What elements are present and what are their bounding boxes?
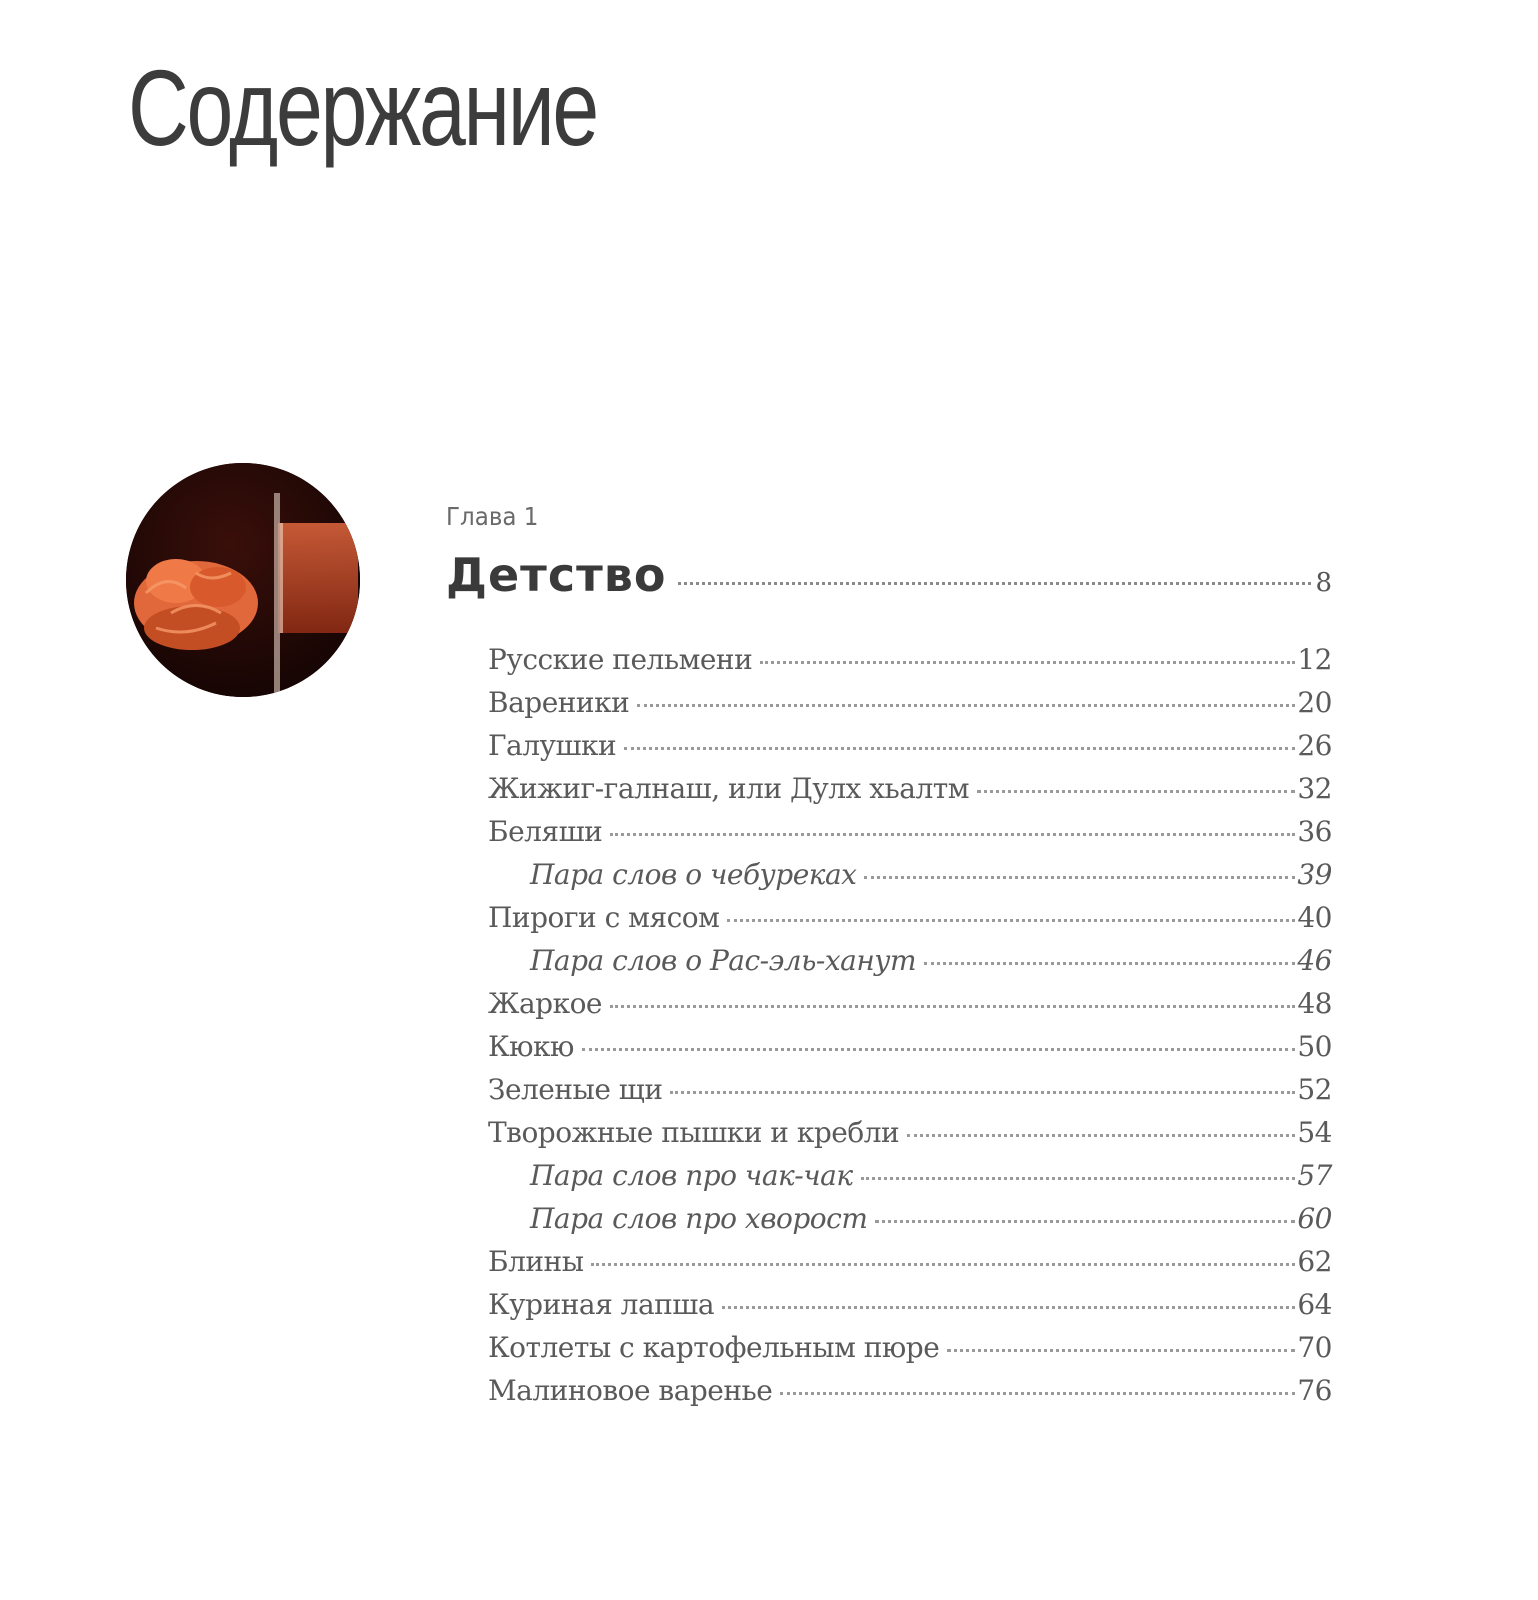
toc-entry-title: Беляши: [488, 815, 603, 848]
toc-entry-title: Жижиг-галнаш, или Дулх хьалтм: [488, 772, 970, 805]
dot-leader: [670, 1091, 1295, 1094]
toc-subentry[interactable]: [488, 944, 1332, 987]
toc-entry[interactable]: [488, 1331, 1332, 1374]
toc-entry-page-number: 54: [1297, 1116, 1332, 1149]
toc-entry[interactable]: [488, 1245, 1332, 1288]
toc-entry-title: Жаркое: [488, 987, 603, 1020]
dot-leader: [637, 704, 1295, 707]
toc-subentry[interactable]: [488, 858, 1332, 901]
toc-subentry[interactable]: [488, 1202, 1332, 1245]
dot-leader: [977, 790, 1295, 793]
chapter-label: Глава 1: [446, 502, 539, 531]
toc-entry-page-number: 20: [1297, 686, 1332, 719]
toc-entry-title: Котлеты с картофельным пюре: [488, 1331, 940, 1364]
toc-entry-page-number: 52: [1297, 1073, 1332, 1106]
toc-entry-page-number: 40: [1297, 901, 1332, 934]
toc-entry[interactable]: [488, 1073, 1332, 1116]
dot-leader: [875, 1220, 1295, 1223]
toc-entry[interactable]: [488, 1030, 1332, 1073]
toc-entry-title: Русские пельмени: [488, 643, 753, 676]
toc-entry-page-number: 32: [1297, 772, 1332, 805]
toc-list: [488, 643, 1332, 1417]
toc-entry-title: Малиновое варенье: [488, 1374, 773, 1407]
dot-leader: [760, 661, 1295, 664]
toc-entry[interactable]: [488, 901, 1332, 944]
toc-entry-page-number: 50: [1297, 1030, 1332, 1063]
toc-entry-title: Куриная лапша: [488, 1288, 715, 1321]
toc-entry-page-number: 62: [1297, 1245, 1332, 1278]
dot-leader: [610, 1005, 1295, 1008]
chapter-page-number: 8: [1315, 568, 1332, 598]
dot-leader: [907, 1134, 1295, 1137]
chapter-heading-row[interactable]: [446, 548, 1332, 602]
dot-leader: [624, 747, 1295, 750]
toc-entry-title: Пара слов про чак-чак: [530, 1159, 853, 1192]
toc-entry[interactable]: [488, 1374, 1332, 1417]
chapter-title: Детство: [446, 548, 667, 602]
dot-leader: [727, 919, 1295, 922]
dot-leader: [591, 1263, 1295, 1266]
toc-entry-title: Кюкю: [488, 1030, 574, 1063]
toc-entry-title: Пара слов про хворост: [530, 1202, 868, 1235]
dot-leader: [582, 1048, 1295, 1051]
toc-entry-title: Вареники: [488, 686, 630, 719]
dot-leader: [678, 582, 1311, 585]
toc-entry[interactable]: [488, 686, 1332, 729]
toc-entry-page-number: 12: [1297, 643, 1332, 676]
toc-entry[interactable]: [488, 815, 1332, 858]
dot-leader: [947, 1349, 1295, 1352]
toc-entry-title: Блины: [488, 1245, 584, 1278]
toc-entry[interactable]: [488, 643, 1332, 686]
toc-entry-page-number: 76: [1297, 1374, 1332, 1407]
toc-entry-page-number: 57: [1297, 1159, 1332, 1192]
toc-entry-page-number: 64: [1297, 1288, 1332, 1321]
toc-entry-title: Галушки: [488, 729, 617, 762]
toc-entry[interactable]: [488, 772, 1332, 815]
dot-leader: [861, 1177, 1296, 1180]
toc-entry-page-number: 46: [1297, 944, 1332, 977]
toc-entry-page-number: 60: [1297, 1202, 1332, 1235]
toc-entry[interactable]: [488, 987, 1332, 1030]
toc-entry[interactable]: [488, 1116, 1332, 1159]
dot-leader: [610, 833, 1295, 836]
toc-entry[interactable]: [488, 729, 1332, 772]
dot-leader: [780, 1392, 1295, 1395]
toc-entry[interactable]: [488, 1288, 1332, 1331]
dot-leader: [924, 962, 1295, 965]
toc-entry-title: Творожные пышки и кребли: [488, 1116, 900, 1149]
toc-entry-page-number: 36: [1297, 815, 1332, 848]
toc-subentry[interactable]: [488, 1159, 1332, 1202]
toc-entry-title: Зеленые щи: [488, 1073, 663, 1106]
dot-leader: [722, 1306, 1295, 1309]
toc-entry-title: Пара слов о чебуреках: [530, 858, 857, 891]
toc-entry-page-number: 70: [1297, 1331, 1332, 1364]
toc-entry-title: Пироги с мясом: [488, 901, 720, 934]
toc-entry-page-number: 39: [1297, 858, 1332, 891]
toc-entry-page-number: 26: [1297, 729, 1332, 762]
page-title: Содержание: [128, 47, 597, 168]
chapter-photo: [126, 463, 360, 697]
toc-entry-title: Пара слов о Рас-эль-ханут: [530, 944, 917, 977]
toc-entry-page-number: 48: [1297, 987, 1332, 1020]
dot-leader: [864, 876, 1295, 879]
